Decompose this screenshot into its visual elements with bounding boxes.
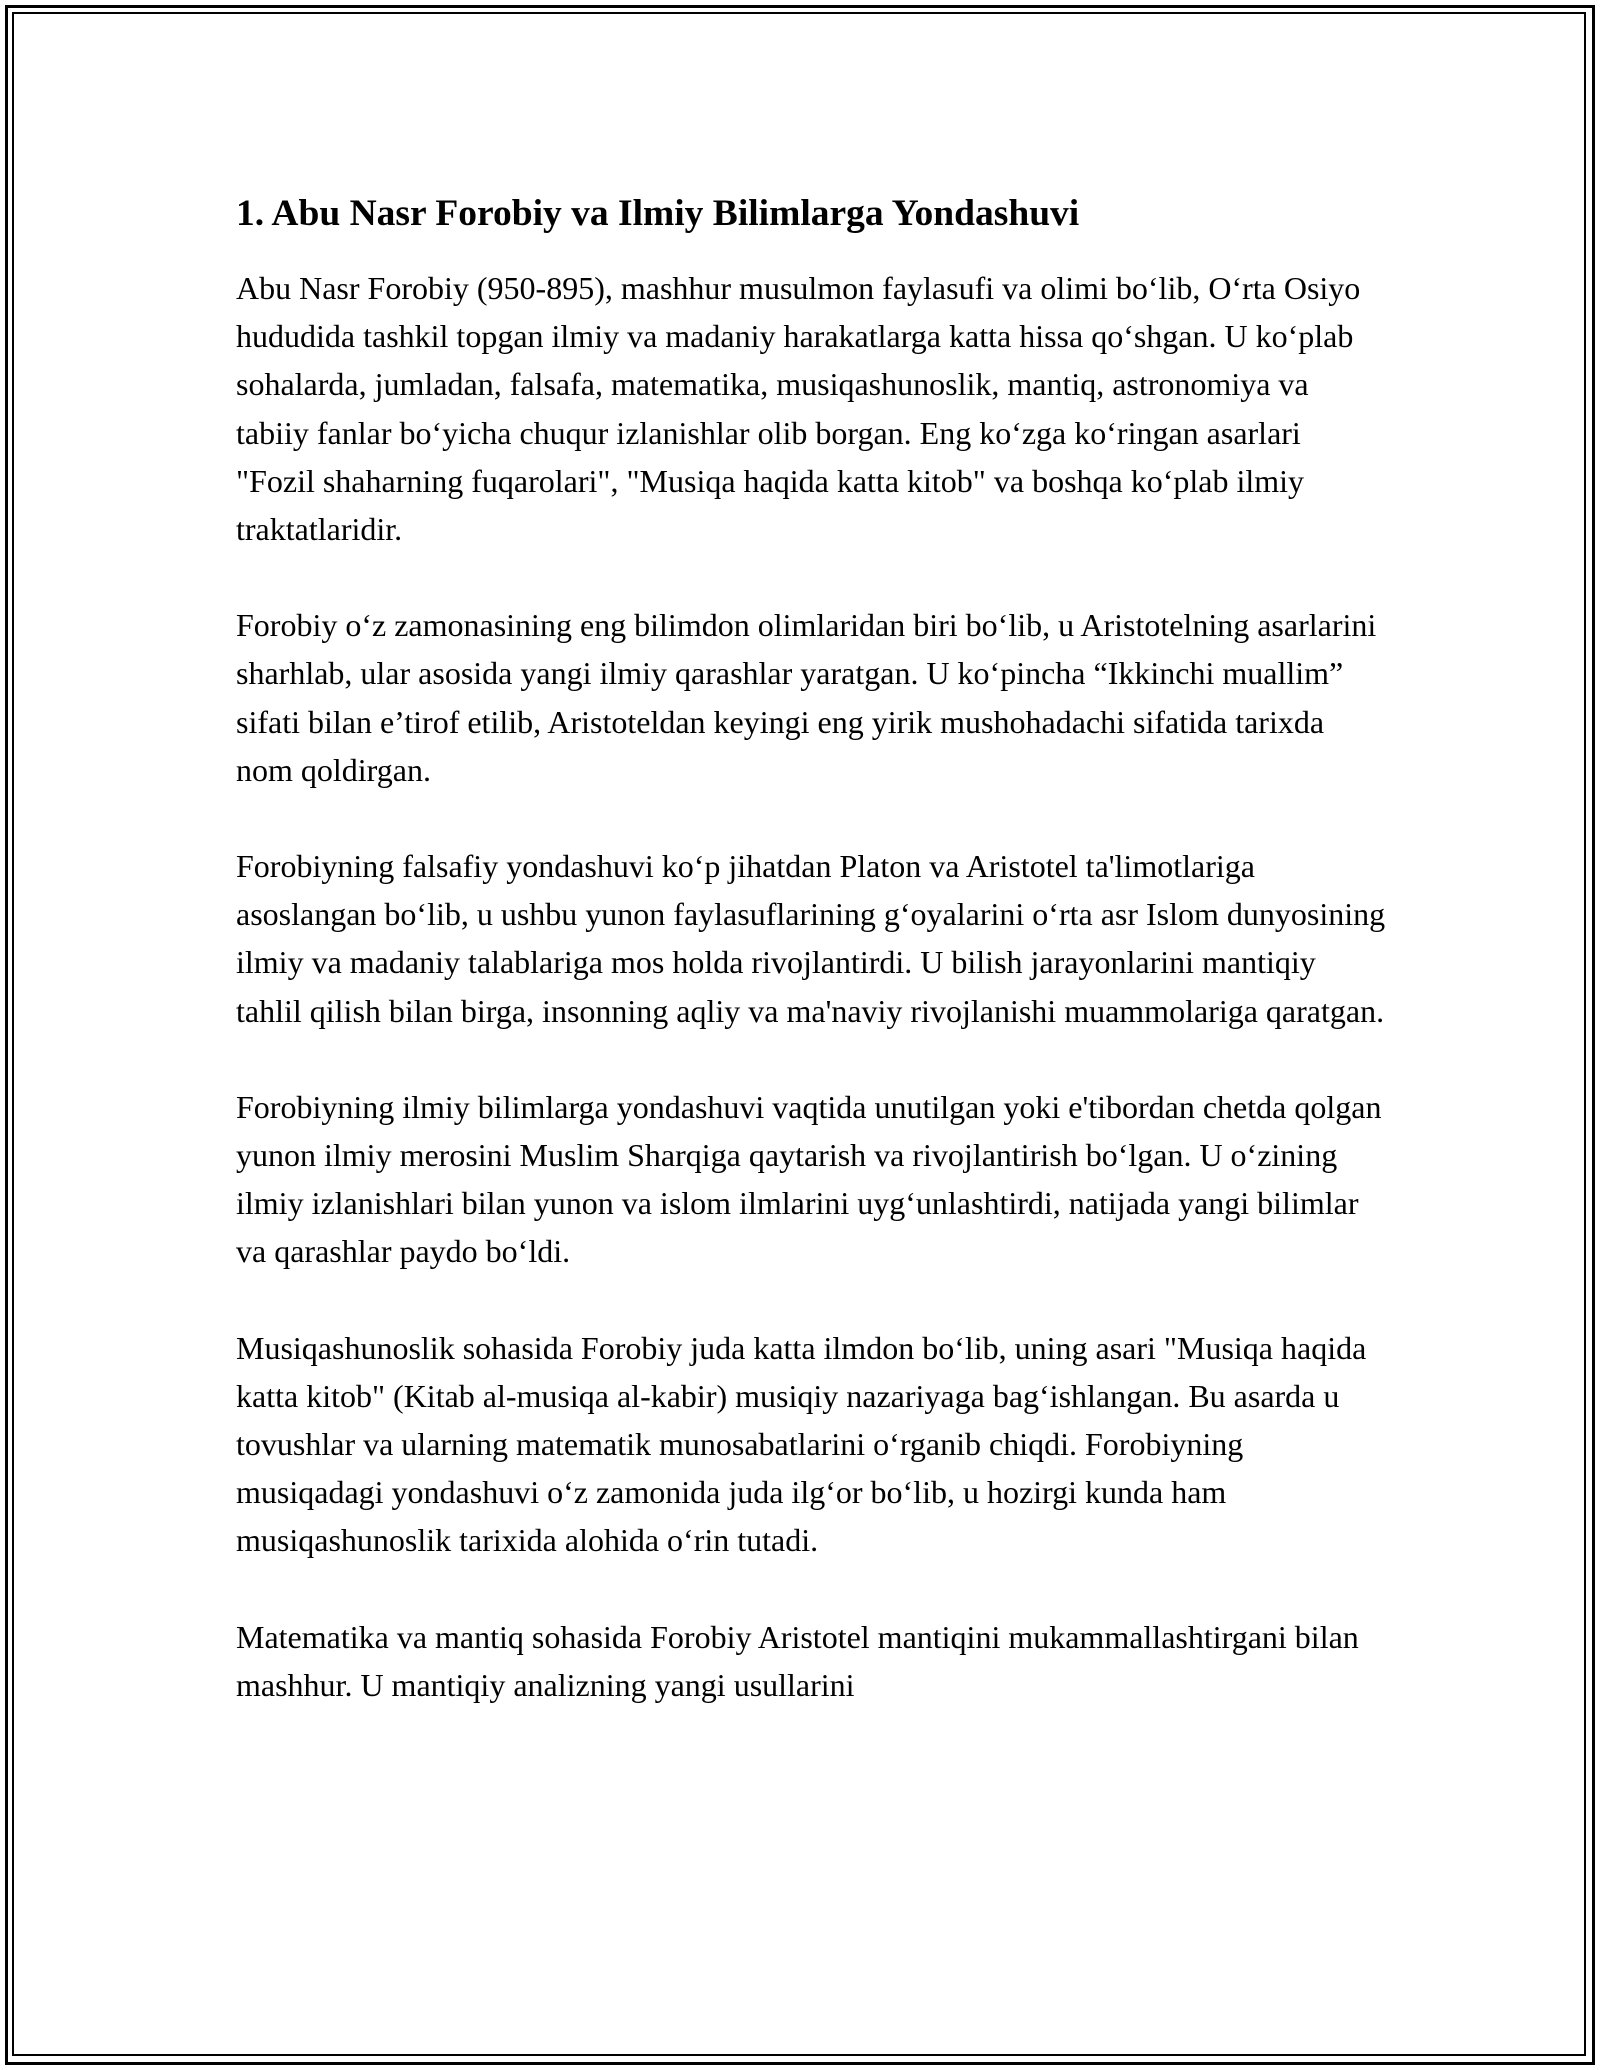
paragraph-scientific-approach: Forobiyning ilmiy bilimlarga yondashuvi vaqtida unutilgan yoki e'tibordan chetda qolgan yunon ilmiy merosini Muslim Sharqiga qaytarish va rivojlantirish bo‘lgan. U o‘zining ilmiy izlanishlari bilan yunon va islom ilmlarini uyg‘unlashtirdi, natijada yangi bilimlar va qarashlar paydo bo‘ldi. <box>236 1088 1382 1270</box>
paragraph-second-teacher: Forobiy o‘z zamonasining eng bilimdon olimlaridan biri bo‘lib, u Aristotelning asarlarini sharhlab, ular asosida yangi ilmiy qarashlar yaratgan. U ko‘pincha “Ikkinchi muallim” sifati bilan e’tirof etilib, Aristoteldan keyingi eng yirik mushohadachi sifatida tarixda nom qoldirgan. <box>236 607 1377 788</box>
paragraph-philosophy: Forobiyning falsafiy yondashuvi ko‘p jihatdan Platon va Aristotel ta'limotlariga asoslangan bo‘lib, u ushbu yunon faylasuflarining g‘oyalarini o‘rta asr Islom dunyosining ilmiy va madaniy talablariga mos holda rivojlantirdi. U bilish jarayonlarini mantiqiy tahlil qilish bilan birga, insonning aqliy va ma'naviy rivojlanishi muammolariga qaratgan. <box>236 848 1386 1029</box>
section-heading: 1. Abu Nasr Forobiy va Ilmiy Bilimlarga Yondashuvi <box>236 193 1080 234</box>
paragraph-introduction: Abu Nasr Forobiy (950-895), mashhur musulmon faylasufi va olimi bo‘lib, O‘rta Osiyo hududida tashkil topgan ilmiy va madaniy harakatlarga katta hissa qo‘shgan. U ko‘plab sohalarda, jumladan, falsafa, matematika, musiqashunoslik, mantiq, astronomiya va tabiiy fanlar bo‘yicha chuqur izlanishlar olib borgan. Eng ko‘zga ko‘ringan asarlari "Fozil shaharning fuqarolari", "Musiqa haqida katta kitob" va boshqa ko‘plab ilmiy traktatlaridir. <box>236 270 1361 548</box>
paragraph-musicology: Musiqashunoslik sohasida Forobiy juda katta ilmdon bo‘lib, uning asari "Musiqa haqida katta kitob" (Kitab al-musiqa al-kabir) musiqiy nazariyaga bag‘ishlangan. Bu asarda u tovushlar va ularning matematik munosabatlarini o‘rganib chiqdi. Forobiyning musiqadagi yondashuvi o‘z zamonida juda ilg‘or bo‘lib, u hozirgi kunda ham musiqashunoslik tarixida alohida o‘rin tutadi. <box>236 1329 1367 1559</box>
document-body <box>236 186 1386 1709</box>
paragraph-mathematics-logic: Matematika va mantiq sohasida Forobiy Aristotel mantiqini mukammallashtirgani bilan mashhur. U mantiqiy analizning yangi usullarini <box>236 1618 1359 1703</box>
